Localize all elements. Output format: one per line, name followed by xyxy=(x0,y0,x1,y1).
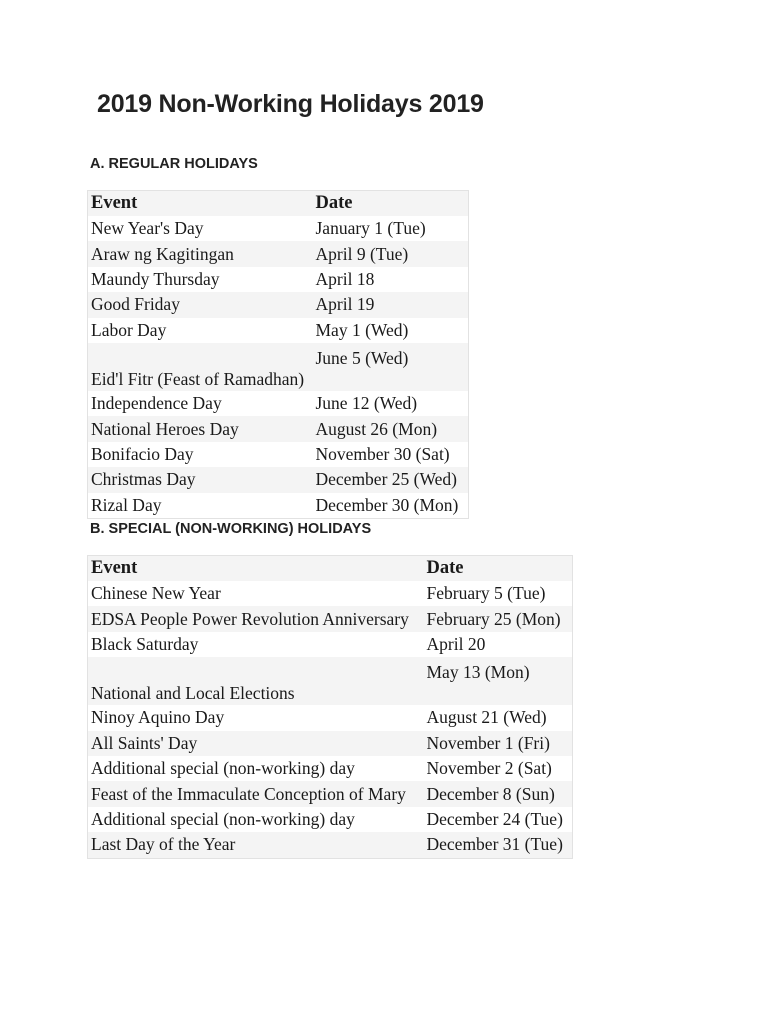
date-cell: December 30 (Mon) xyxy=(315,494,459,515)
date-cell: August 26 (Mon) xyxy=(313,416,469,441)
table-row xyxy=(88,756,573,781)
table-row xyxy=(88,343,469,391)
date-cell: November 1 (Fri) xyxy=(424,731,573,756)
date-cell: December 8 (Sun) xyxy=(424,781,573,806)
table-row xyxy=(88,318,469,343)
table-row xyxy=(88,832,573,858)
date-cell: February 25 (Mon) xyxy=(424,606,573,631)
date-cell: November 30 (Sat) xyxy=(315,443,450,464)
table-header-row xyxy=(88,556,573,582)
date-cell: December 31 (Tue) xyxy=(424,832,573,858)
event-cell: Good Friday xyxy=(88,292,313,317)
date-cell: April 20 xyxy=(426,633,486,654)
date-cell: June 12 (Wed) xyxy=(315,393,418,414)
regular-holidays-table xyxy=(87,190,469,519)
event-cell: New Year's Day xyxy=(91,218,204,239)
table-row xyxy=(88,292,469,317)
event-cell: All Saints' Day xyxy=(88,731,424,756)
date-cell: August 21 (Wed) xyxy=(426,707,547,728)
column-header-date: Date xyxy=(424,556,573,582)
table-row xyxy=(88,781,573,806)
table-row xyxy=(88,493,469,519)
column-header-date: Date xyxy=(313,191,469,217)
table-row xyxy=(88,657,573,705)
event-cell: Independence Day xyxy=(91,393,222,414)
event-cell: Eid'l Fitr (Feast of Ramadhan) xyxy=(88,343,313,391)
date-cell: February 5 (Tue) xyxy=(426,583,546,604)
table-row xyxy=(88,267,469,292)
event-cell: Chinese New Year xyxy=(91,583,221,604)
date-cell: May 1 (Wed) xyxy=(315,319,409,340)
special-holidays-table xyxy=(87,555,573,859)
column-header-event: Event xyxy=(88,556,424,582)
table-row xyxy=(88,807,573,832)
date-cell: November 2 (Sat) xyxy=(426,758,552,779)
event-cell: Black Saturday xyxy=(91,633,199,654)
event-cell: Rizal Day xyxy=(91,494,162,515)
event-cell: Feast of the Immaculate Conception of Mary xyxy=(88,781,424,806)
page-title: 2019 Non-Working Holidays 2019 xyxy=(97,90,484,118)
date-cell: April 19 xyxy=(313,292,469,317)
special-holidays-heading: B. SPECIAL (NON-WORKING) HOLIDAYS xyxy=(90,521,372,537)
date-cell: April 9 (Tue) xyxy=(313,241,469,266)
date-cell: April 18 xyxy=(315,268,375,289)
event-cell: Last Day of the Year xyxy=(88,832,424,858)
table-header-row xyxy=(88,191,469,217)
table-row xyxy=(88,216,469,241)
event-cell: National and Local Elections xyxy=(88,657,424,705)
date-cell: June 5 (Wed) xyxy=(313,343,469,391)
regular-holidays-heading: A. REGULAR HOLIDAYS xyxy=(90,156,258,172)
event-cell: National Heroes Day xyxy=(88,416,313,441)
event-cell: Araw ng Kagitingan xyxy=(88,241,313,266)
date-cell: May 13 (Mon) xyxy=(424,657,573,705)
event-cell: EDSA People Power Revolution Anniversary xyxy=(88,606,424,631)
table-row xyxy=(88,632,573,657)
event-cell: Additional special (non-working) day xyxy=(91,808,355,829)
date-cell: January 1 (Tue) xyxy=(315,218,426,239)
column-header-event: Event xyxy=(88,191,313,217)
table-row xyxy=(88,467,469,492)
table-row xyxy=(88,606,573,631)
table-row xyxy=(88,241,469,266)
table-row xyxy=(88,705,573,730)
date-cell: December 25 (Wed) xyxy=(313,467,469,492)
event-cell: Bonifacio Day xyxy=(91,443,194,464)
table-row xyxy=(88,391,469,416)
event-cell: Ninoy Aquino Day xyxy=(91,707,225,728)
event-cell: Labor Day xyxy=(91,319,167,340)
table-row xyxy=(88,731,573,756)
date-cell: December 24 (Tue) xyxy=(426,808,563,829)
table-row xyxy=(88,416,469,441)
event-cell: Additional special (non-working) day xyxy=(91,758,355,779)
table-row xyxy=(88,442,469,467)
event-cell: Christmas Day xyxy=(88,467,313,492)
table-row xyxy=(88,581,573,606)
event-cell: Maundy Thursday xyxy=(91,268,220,289)
